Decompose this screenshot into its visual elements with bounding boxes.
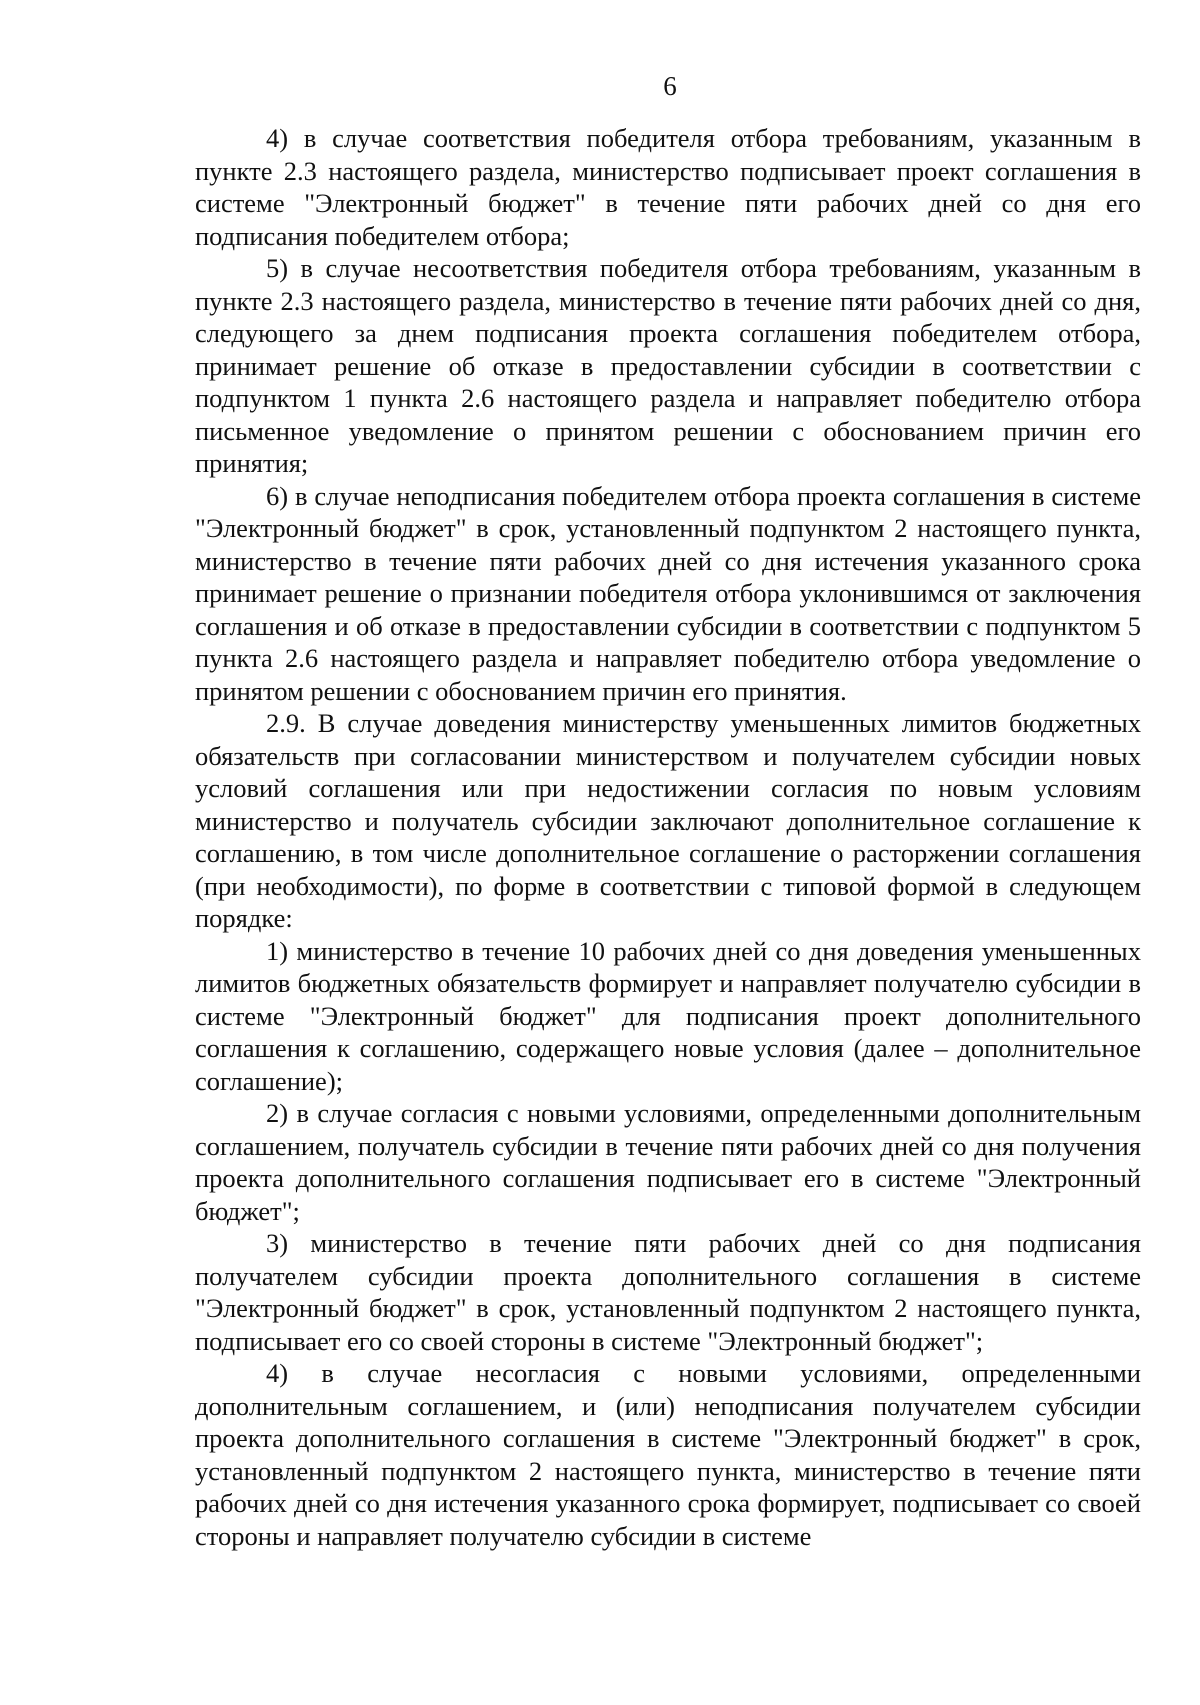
page-number: 6 [663, 71, 677, 101]
paragraph-item-4-conformity: 4) в случае соответствия победителя отбора требованиям, указанным в пункте 2.3 настоящего раздела, министерство подписывает проект соглашения в системе "Электронный бюджет" в течение пяти рабочих дней со дня его подписания победителем отбора; [195, 123, 1141, 251]
document-body [195, 122, 1141, 1552]
paragraph-subitem-3: 3) министерство в течение пяти рабочих дней со дня подписания получателем субсидии проекта дополнительного соглашения в системе "Электронный бюджет" в срок, установленный подпунктом 2 настоящего пункта, подписывает его со своей стороны в системе "Электронный бюджет"; [195, 1228, 1141, 1356]
paragraph-subitem-1: 1) министерство в течение 10 рабочих дней со дня доведения уменьшенных лимитов бюджетных обязательств формирует и направляет получателю субсидии в системе "Электронный бюджет" для подписания проект дополнительного соглашения к соглашению, содержащего новые условия (далее – дополнительное соглашение); [195, 935, 1141, 1096]
paragraph-item-5-nonconformity: 5) в случае несоответствия победителя отбора требованиям, указанным в пункте 2.3 настоящего раздела, министерство в течение пяти рабочих дней со дня, следующего за днем подписания проекта соглашения победителем отбора, принимает решение об отказе в предоставлении субсидии в соответствии с подпунктом 1 пункта 2.6 настоящего раздела и направляет победителю отбора письменное уведомление о принятом решении с обоснованием причин его принятия; [195, 253, 1141, 478]
paragraph-section-2-9: 2.9. В случае доведения министерству уменьшенных лимитов бюджетных обязательств при согласовании министерством и получателем субсидии новых условий соглашения или при недостижении согласия по новым условиям министерство и получатель субсидии заключают дополнительное соглашение к соглашению, в том числе дополнительное соглашение о расторжении соглашения (при необходимости), по форме в соответствии с типовой формой в следующем порядке: [195, 708, 1141, 933]
paragraph-item-6-non-signing: 6) в случае неподписания победителем отбора проекта соглашения в системе "Электронный бюджет" в срок, установленный подпунктом 2 настоящего пункта, министерство в течение пяти рабочих дней со дня истечения указанного срока принимает решение о признании победителя отбора уклонившимся от заключения соглашения и об отказе в предоставлении субсидии в соответствии с подпунктом 5 пункта 2.6 настоящего раздела и направляет победителю отбора уведомление о принятом решении с обоснованием причин его принятия. [195, 480, 1141, 706]
paragraph-subitem-2: 2) в случае согласия с новыми условиями, определенными дополнительным соглашением, получатель субсидии в течение пяти рабочих дней со дня получения проекта дополнительного соглашения подписывает его в системе "Электронный бюджет"; [195, 1098, 1141, 1226]
paragraph-subitem-4: 4) в случае несогласия с новыми условиями, определенными дополнительным соглашением, и (или) неподписания получателем субсидии проекта дополнительного соглашения в системе "Электронный бюджет" в срок, установленный подпунктом 2 настоящего пункта, министерство в течение пяти рабочих дней со дня истечения указанного срока формирует, подписывает со своей стороны и направляет получателю субсидии в системе [195, 1358, 1141, 1551]
